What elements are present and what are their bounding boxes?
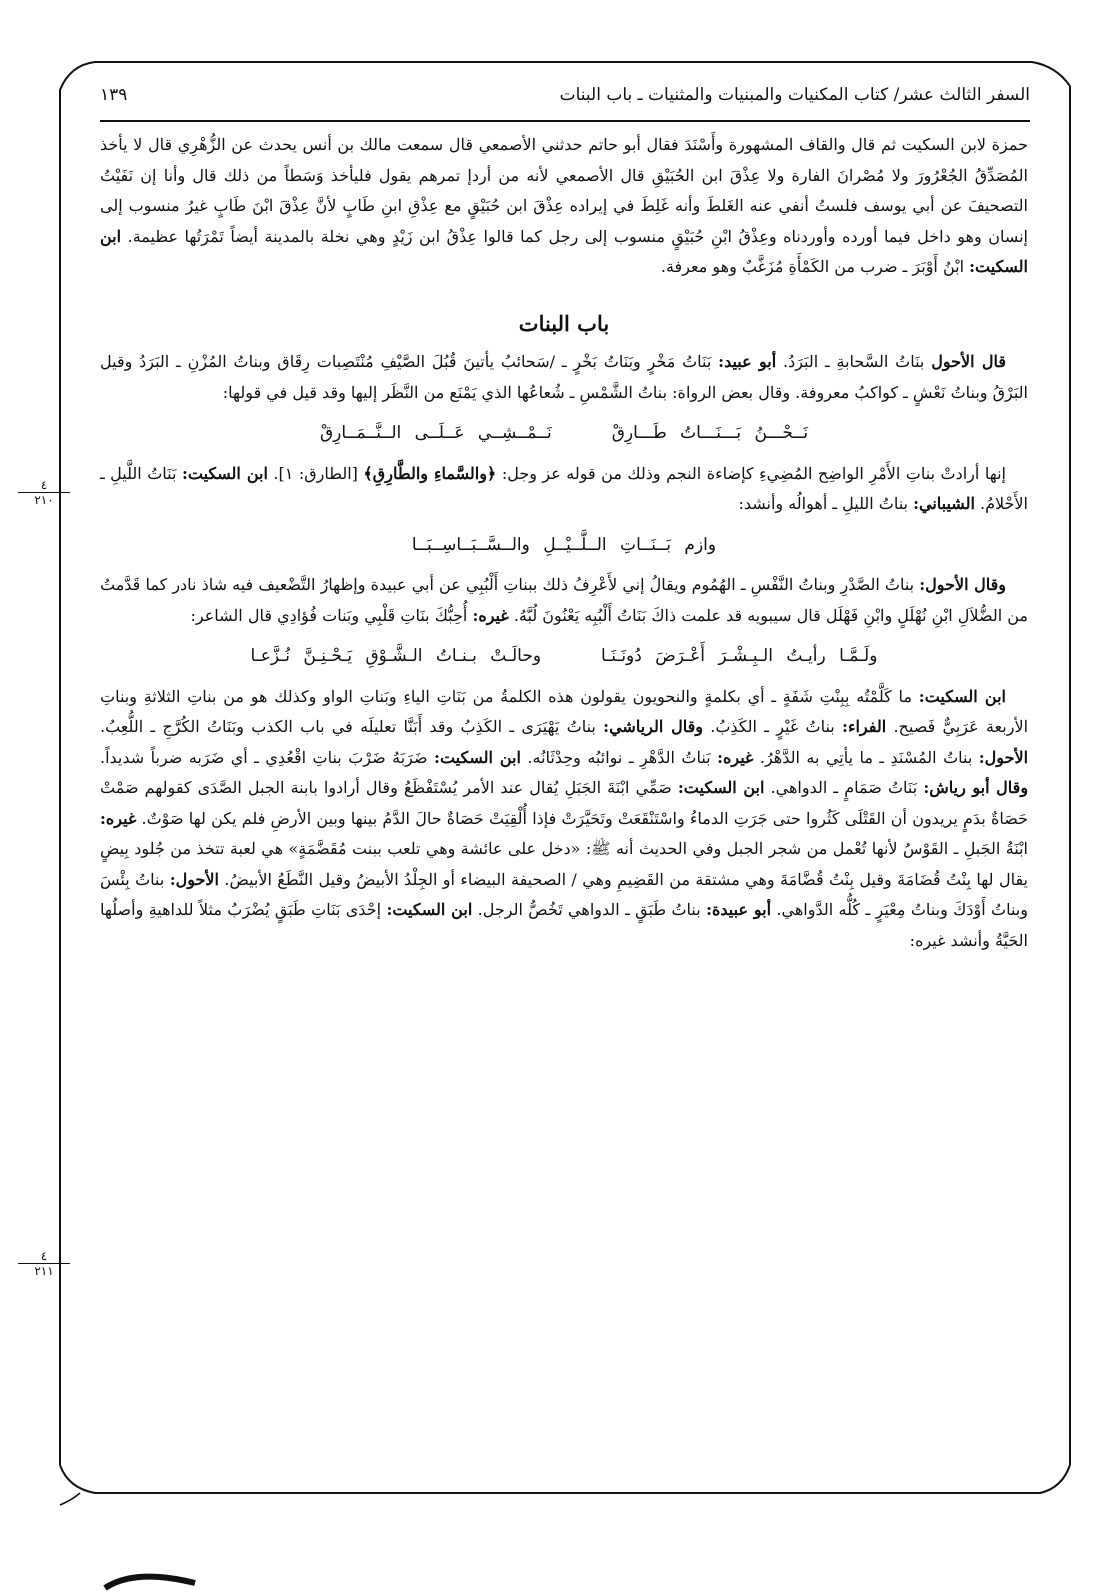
marginal-volume: ٤ bbox=[18, 478, 70, 493]
body-text: بناتُ طَبَقٍ ـ الدواهي تَخُصُّ الرجل. bbox=[477, 900, 701, 919]
quran-quote: ﴿والسَّماءِ والطَّارِقِ﴾ bbox=[363, 463, 497, 483]
page-body bbox=[100, 130, 1028, 956]
intro-text: حمزة لابن السكيت ثم قال والقاف المشهورة وأَسْنَدَ فقال أبو حاتم حدثني الأصمعي قال سمعت مالك بن أنس يحدث عن الزُّهْرِي قال لا يأخذ المُصَدِّقُ الجُعْرُورَ ولا مُصْرانَ الفارة ولا عِذْقَ ابن الحُبَيْقِ قال الأصمعي لأنه من أردإ تمرهم يقول فليأخذ وَسَطاً من ذلك قال وأنا إن نَفَيْتُ التصحيفَ عن أبي يوسف فلستُ أنفي عنه الغَلطَ وأنه غَلِطَ في إيراده عِذْقَ ابن حُبَيْقٍ مع عِذْقِ ابنِ طَابٍ لأنَّ عِذْقَ ابْنَ طَابٍ غيرُ منسوب إلى إنسان وهو داخل فيما أورده وأوردناه وعِذْقُ ابْنِ حُبَيْقٍ منسوب إلى رجل كما قالوا عِذْقُ ابن زَيْدٍ وهي نخلة بالمدينة أيضاً تَمْرَتُها عظيمة. bbox=[100, 135, 1028, 246]
section-title: باب البنات bbox=[518, 310, 610, 336]
body-text: إحْدَى بَنَاتِ طَبَقٍ يُضْرَبُ مثلاً للداهيةِ وأصلُها الحَيَّةُ وأنشد غيره: bbox=[100, 900, 1028, 950]
verse-2: وازم بَــنَــاتِ الــلَّــيْــلِ والــسَّــبَــاسِــبَــا bbox=[411, 534, 717, 555]
verse-3 bbox=[100, 641, 1028, 672]
speaker-label: ابن السكيت: bbox=[918, 686, 1007, 706]
body-text: صَمِّي ابْنَةَ الجَبَلِ يُقال عند الأمر يُسْتَفْظَعُ وقال أرادوا بابنة الجبل الصَّدَى كقولهم صَمْتْ حَصَاةٌ بدَمٍ يريدون أن القَتْلَى كَثُروا حتى جَرَتِ الدماءُ واسْتَنْقَعَتْ وتَحَيَّرَتْ فإذا أُلْقِيَتْ حَصَاةٌ حالَ الدَّمُ بينها وبين الأرضِ فلم يكن لها صَوْتٌ. bbox=[100, 778, 1029, 828]
verse-hemistich: وحالَـتْ بـنـاتُ الـشَّـوْقِ يَـحْـنِـنَّ نُـزَّعـا bbox=[250, 646, 542, 666]
running-title: السفر الثالث عشر/ كتاب المكنيات والمبنيات والمثنيات ـ باب البنات bbox=[559, 85, 1030, 105]
page-number: ١٣٩ bbox=[100, 85, 128, 105]
verse-1 bbox=[100, 418, 1028, 449]
speaker-label: قال الأحول bbox=[931, 352, 1007, 371]
next-page-bleed bbox=[95, 1548, 205, 1591]
marginal-page-ref bbox=[18, 1249, 70, 1278]
body-text: ما كَلَّمْتُه بِبِنْتِ شَفَةٍ ـ أي بكلمةٍ والنحويون يقولون هذه الكلمةُ من بَنَاتِ الياءِ وبَناتِ الواو وكذلك هو من بناتِ الثلاثةِ وبناتِ الأربعة عَرَبِيٌّ فَصيح. bbox=[100, 686, 1029, 736]
marginal-page-ref bbox=[18, 478, 70, 507]
speaker-label: الفراء: bbox=[842, 717, 887, 736]
body-text: بناتُ الليلِ ـ أهوالُه وأنشد: bbox=[738, 494, 908, 513]
body-text: [الطارق: ١]. bbox=[273, 463, 358, 483]
verse-hemistich: نَــمْــشِــي عَــلَــى الــنَّــمَــارِقْ bbox=[319, 423, 552, 443]
paragraph-3 bbox=[100, 570, 1028, 631]
marginal-page: ٢١١ bbox=[34, 1264, 54, 1278]
speaker-label: غيره: bbox=[100, 808, 137, 828]
running-header bbox=[100, 80, 1030, 110]
intro-text-end: ابْنُ أَوْبَرَ ـ ضرب من الكَمْأَةِ مُزَغَّبٌ وهو معرفة. bbox=[660, 257, 965, 276]
speaker-label: ابن السكيت: bbox=[181, 463, 268, 483]
speaker-label: الشيباني: bbox=[913, 494, 975, 513]
body-text: بنَاتُ السَّحابةِ ـ البَرَدُ. bbox=[782, 352, 925, 371]
paragraph-4 bbox=[100, 682, 1028, 957]
body-text: بَنَاتُ مَخْرٍ وبَنَاتُ بَخْرٍ ـ /سَحائبُ يأتينَ قُبُلَ الصَّيْفِ مُنْتَصِبات رِقَاق وبناتُ المُزْنِ ـ البَرَدُ وقيل البَرْقُ وبناتُ نَعْشٍ ـ كواكبُ معروفة. وقال بعض الرواة: بناتُ الشَّمْسِ ـ شُعاعُها الذي يَمْنَع من النَّظَر إليها وقد قيل في قولها: bbox=[100, 352, 1028, 402]
body-text: أُحِبُّكَ بنَاتِ قَلْبِي وبَنات فُؤادِي قال الشاعر: bbox=[190, 605, 468, 625]
intro-paragraph bbox=[100, 130, 1028, 283]
verse-hemistich: ولَـمَّـا رأيـتُ الـبِـشْـرَ أَعْـرَضَ دُونَـنَـا bbox=[601, 646, 878, 666]
body-text: بَنَاتُ صَمَامٍ ـ الدواهي. bbox=[770, 778, 918, 797]
speaker-label: أبو عبيدة: bbox=[706, 900, 772, 919]
speaker-label: ابن السكيت: bbox=[100, 226, 1028, 276]
speaker-label: ابن السكيت: bbox=[677, 778, 765, 797]
body-text: إنها أرادتْ بناتِ الأَمْرِ الواضِح المُضِيءِ كإضاءة النجم وذلك من قوله عز وجل: bbox=[501, 463, 1006, 483]
body-text: بناتُ غَيْرٍ ـ الكَذِبُ. bbox=[710, 717, 835, 736]
speaker-label: الأحول: bbox=[169, 869, 219, 889]
body-text: بناتُ الصَّدْرِ وبناتُ النَّفْسِ ـ الهُمُوم ويقالُ إني لأَعْرِفُ ذلك ببناتِ أَلْبُبِي عن أبي عبيدة وإظهارُ التَّضْعيف فيه شاذ نادر كما قَدَّمتُ من الضُّلاَلِ ابْنِ نُهْلَلٍ وابْنِ فَهْلَل قال سيبويه قد علمت ذاكَ بَنَاتُ أَلْبُبِه يَعْنُونَ لُبَّهُ. bbox=[100, 575, 1028, 625]
paragraph-2 bbox=[100, 459, 1028, 520]
verse-hemistich: نَــحْـــنُ بَـــنَـــاتُ طَـــارِقْ bbox=[611, 423, 809, 443]
speaker-label: الأحول: bbox=[978, 747, 1029, 767]
speaker-label: أبو عبيد: bbox=[718, 352, 777, 371]
body-text: ضَرَبَهُ ضَرْبَ بناتِ اقْعُدِي ـ أي ضَرَبه ضرباً شديداً. bbox=[100, 747, 428, 767]
speaker-label: غيره: bbox=[472, 605, 509, 625]
speaker-label: وقال الأحول: bbox=[919, 575, 1007, 594]
body-text: ابْنَةُ الجَبلِ ـ القَوْسُ لأنها تُعْمل من شجر الجبل وفي الحديث أنه ﷺ: «دخل على عائشة وهي تلعب ببنت مُقَضَّمَةٍ» هي لعبة تتخذ من جُلود بِيضٍ يقال لها بِنْتُ قُضَامَةَ وقيل بِنْتُ قُضَّامَةَ وهي مشتقة من القَضِيمِ وهي / الصحيفة البيضاء أو الجِلْدُ الأبيضُ وقيل النَّطَعُ الأبيضُ. bbox=[100, 839, 1029, 889]
header-rule bbox=[100, 120, 1030, 122]
body-text: بناتُ المُسْنَدِ ـ ما يأتِي به الدَّهْرُ. bbox=[759, 747, 973, 767]
marginal-page: ٢١٠ bbox=[34, 493, 54, 507]
speaker-label: ابن السكيت: bbox=[386, 900, 473, 919]
body-text: بناتُ يَهْيَرَى ـ الكَذِبُ وقد أَبَنَّا تعليلَه في باب الكذب وبَنَاتُ الكُرَّجِ ـ اللُّعِبُ. bbox=[100, 717, 596, 736]
body-text: بَنَاتُ اللَّيلِ ـ الأَحْلامُ. bbox=[100, 463, 1028, 513]
marginal-volume: ٤ bbox=[18, 1249, 70, 1264]
speaker-label: وقال الرياشي: bbox=[603, 717, 703, 736]
body-text: بناتُ بِئْسَ وبناتُ أَوْدَكَ وبناتُ مِعْيَرٍ ـ كُلُّه الدَّواهي. bbox=[100, 869, 1028, 919]
speaker-label: ابن السكيت: bbox=[434, 747, 521, 767]
speaker-label: وقال أبو رياش: bbox=[923, 778, 1029, 797]
paragraph-1 bbox=[100, 347, 1028, 408]
body-text: بَناتُ الدَّهْرِ ـ نوائبُه وحِدْثَانُه. bbox=[527, 747, 711, 767]
speaker-label: غيره: bbox=[717, 747, 754, 767]
